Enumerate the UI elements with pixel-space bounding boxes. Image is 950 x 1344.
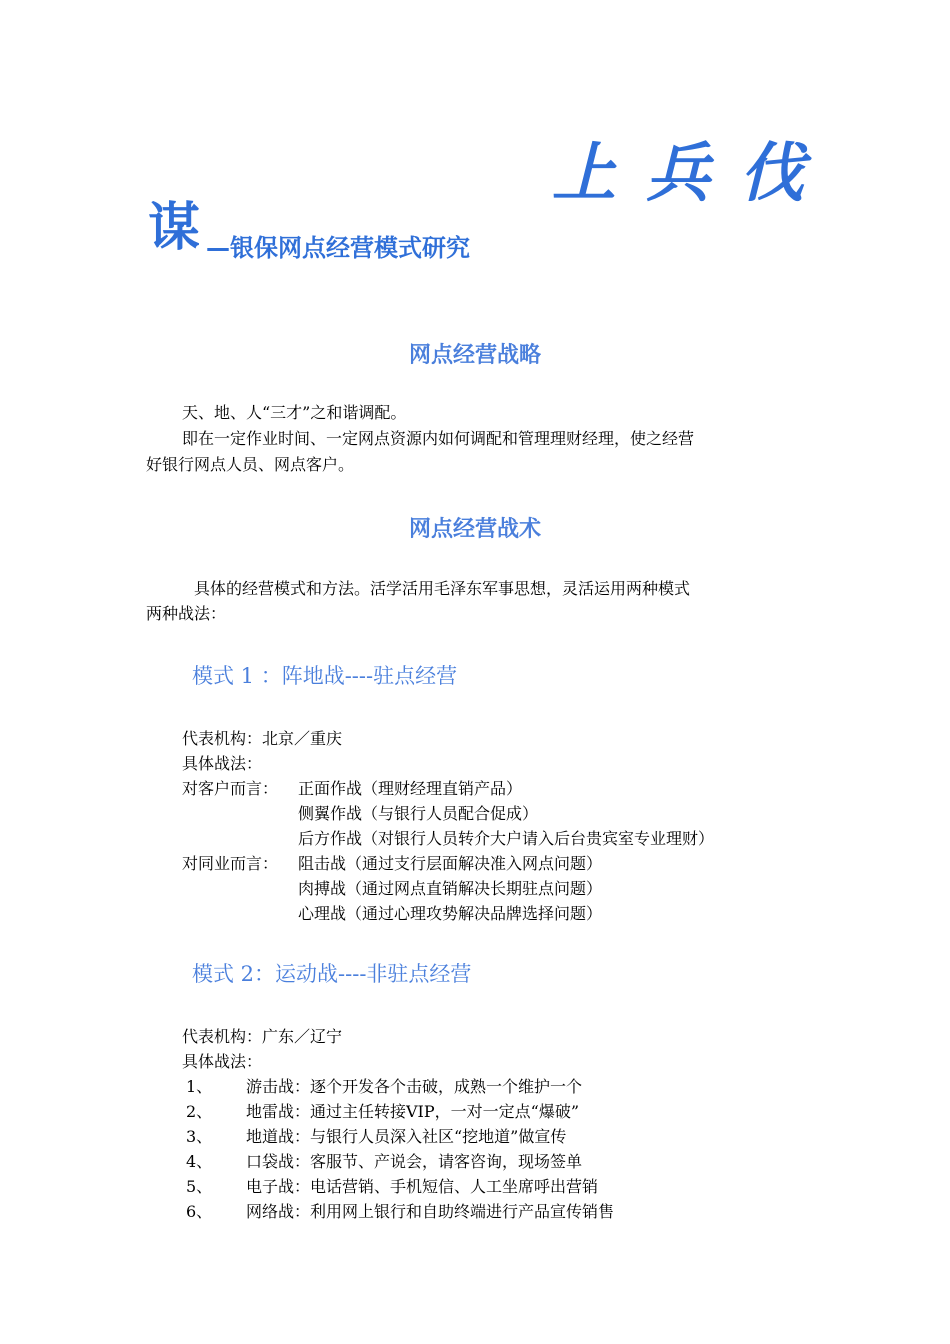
mode1-customer-item: 正面作战（理财经理直销产品） xyxy=(298,779,523,798)
mode1-peer-item: 肉搏战（通过网点直销解决长期驻点问题） xyxy=(298,879,603,898)
mode2-item-number: 6、 xyxy=(186,1202,213,1221)
mode1-peer-item: 心理战（通过心理攻势解决品牌选择问题） xyxy=(298,904,603,923)
mode2-item-text: 地道战：与银行人员深入社区“挖地道”做宣传 xyxy=(246,1127,567,1146)
mode2-item-text: 地雷战：通过主任转接VIP，一对一定点“爆破” xyxy=(246,1102,580,1121)
mode1-customer-item: 后方作战（对银行人员转介大户请入后台贵宾室专业理财） xyxy=(298,829,715,848)
mode2-heading: 模式 2：运动战----非驻点经营 xyxy=(192,962,472,986)
mode1-customer-item: 侧翼作战（与银行人员配合促成） xyxy=(298,804,539,823)
mode1-rep: 代表机构：北京／重庆 xyxy=(182,729,343,748)
mode2-specific: 具体战法： xyxy=(182,1052,263,1071)
strategy-line-2: 即在一定作业时间、一定网点资源内如何调配和管理理财经理，使之经营 xyxy=(182,429,695,448)
mode2-item-number: 1、 xyxy=(186,1077,213,1096)
subtitle: —银保网点经营模式研究 xyxy=(206,234,470,262)
main-title: 上兵伐 xyxy=(552,137,834,211)
strategy-heading: 网点经营战略 xyxy=(408,343,541,368)
strategy-line-1: 天、地、人“三才”之和谐调配。 xyxy=(182,403,407,422)
mode1-specific: 具体战法： xyxy=(182,754,263,773)
mode2-item-number: 5、 xyxy=(186,1177,213,1196)
mode2-item-number: 3、 xyxy=(186,1127,213,1146)
tactics-heading: 网点经营战术 xyxy=(408,517,541,542)
mode1-customer-label: 对客户而言： xyxy=(182,779,279,798)
tactics-line-1: 具体的经营模式和方法。活学活用毛泽东军事思想，灵活运用两种模式 xyxy=(194,579,691,598)
mode2-item-text: 游击战：逐个开发各个击破，成熟一个维护一个 xyxy=(246,1077,583,1096)
mode1-peer-label: 对同业而言： xyxy=(182,854,279,873)
strategy-line-3: 好银行网点人员、网点客户。 xyxy=(146,455,355,474)
mode2-rep: 代表机构：广东／辽宁 xyxy=(182,1027,343,1046)
mode1-peer-item: 阻击战（通过支行层面解决准入网点问题） xyxy=(298,854,603,873)
mode2-item-text: 电子战：电话营销、手机短信、人工坐席呼出营销 xyxy=(246,1177,599,1196)
mode2-item-number: 2、 xyxy=(186,1102,213,1121)
mode2-item-text: 口袋战：客服节、产说会，请客咨询，现场签单 xyxy=(246,1152,583,1171)
mode1-heading: 模式 1 ：阵地战----驻点经营 xyxy=(192,664,458,688)
tactics-line-2: 两种战法： xyxy=(146,604,227,623)
mode2-item-text: 网络战：利用网上银行和自助终端进行产品宣传销售 xyxy=(246,1202,615,1221)
mode2-item-number: 4、 xyxy=(186,1152,213,1171)
title-mou-char: 谋 xyxy=(148,198,201,258)
